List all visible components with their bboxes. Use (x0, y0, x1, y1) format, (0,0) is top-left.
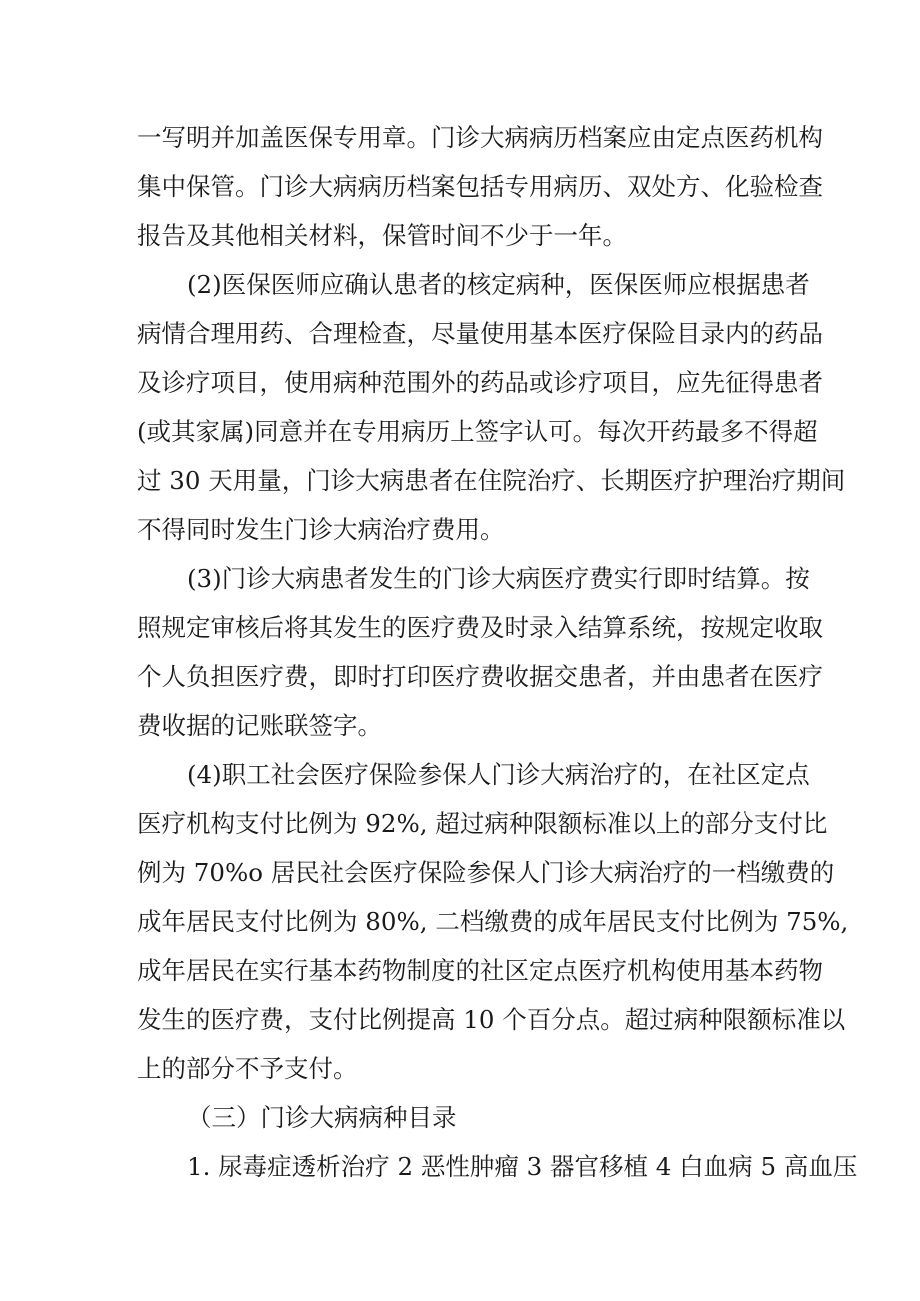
text-line: 及诊疗项目，使用病种范围外的药品或诊疗项目，应先征得患者 (137, 368, 823, 397)
text-line: 例为 70%o 居民社会医疗保险参保人门诊大病治疗的一档缴费的 (137, 858, 835, 887)
text-line: 上的部分不予支付。 (137, 1054, 358, 1083)
paragraph-item-4: (4)职工社会医疗保险参保人门诊大病治疗的，在社区定点 (187, 760, 810, 789)
text-line: 发生的医疗费，支付比例提高 10 个百分点。超过病种限额标准以 (137, 1005, 846, 1034)
text-line: (或其家属)同意并在专用病历上签字认可。每次开药最多不得超 (137, 417, 818, 446)
text-line: 报告及其他相关材料，保管时间不少于一年。 (137, 221, 627, 250)
text-line: 过 30 天用量，门诊大病患者在住院治疗、长期医疗护理治疗期间 (137, 466, 846, 495)
text-line: 集中保管。门诊大病病历档案包括专用病历、双处方、化验检查 (137, 172, 823, 201)
text-line: 成年居民在实行基本药物制度的社区定点医疗机构使用基本药物 (137, 956, 823, 985)
section-heading: （三）门诊大病病种目录 (187, 1103, 457, 1132)
text-line: 医疗机构支付比例为 92%, 超过病种限额标准以上的部分支付比 (137, 809, 828, 838)
disease-list-line: 1. 尿毒症透析治疗 2 恶性肿瘤 3 器官移植 4 白血病 5 高血压 (187, 1152, 858, 1181)
text-line: 个人负担医疗费，即时打印医疗费收据交患者，并由患者在医疗 (137, 662, 823, 691)
text-line: 成年居民支付比例为 80%, 二档缴费的成年居民支付比例为 75%, (137, 907, 849, 936)
text-line: 费收据的记账联签字。 (137, 711, 382, 740)
text-line: 照规定审核后将其发生的医疗费及时录入结算系统，按规定收取 (137, 613, 823, 642)
paragraph-item-2: (2)医保医师应确认患者的核定病种，医保医师应根据患者 (187, 270, 810, 299)
text-line: 不得同时发生门诊大病治疗费用。 (137, 515, 505, 544)
text-line: 病情合理用药、合理检查，尽量使用基本医疗保险目录内的药品 (137, 319, 823, 348)
paragraph-item-3: (3)门诊大病患者发生的门诊大病医疗费实行即时结算。按 (187, 564, 810, 593)
text-line: 一写明并加盖医保专用章。门诊大病病历档案应由定点医药机构 (137, 123, 823, 152)
